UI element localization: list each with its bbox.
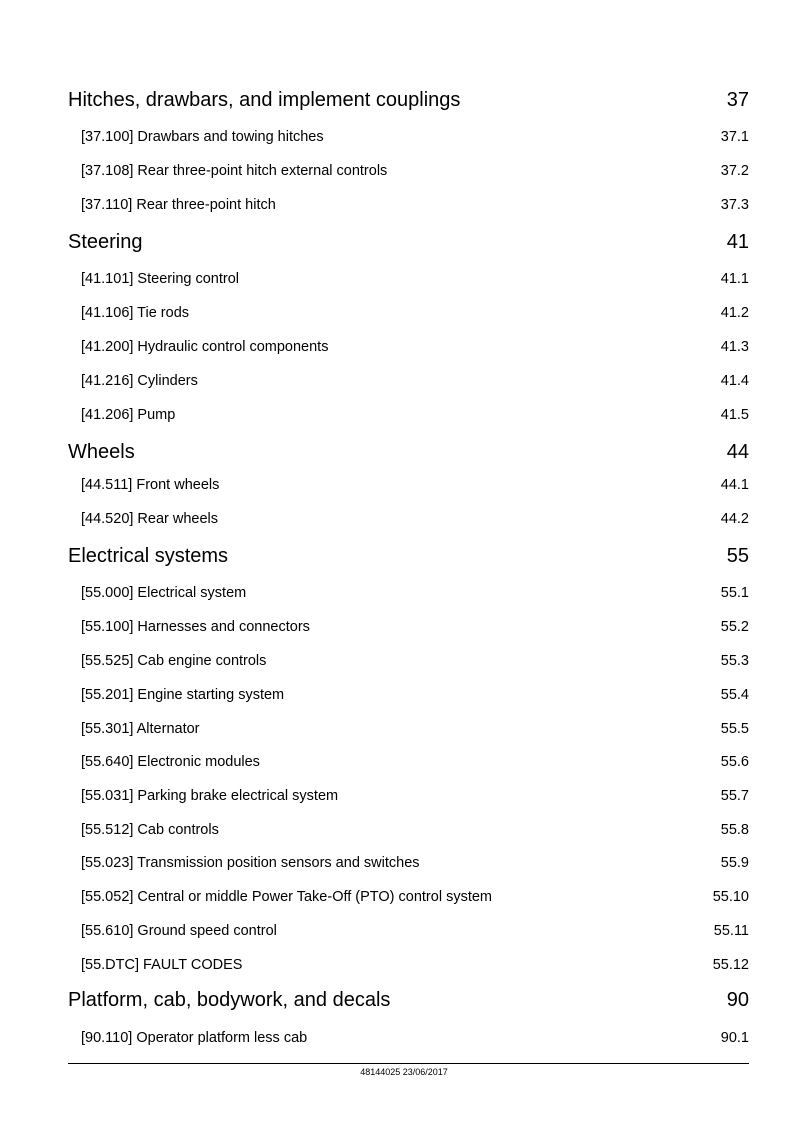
toc-entry[interactable] <box>81 305 749 321</box>
entry-title: [41.206] Pump <box>81 407 176 423</box>
toc-entry[interactable] <box>81 1030 749 1046</box>
entry-page-number: 41.2 <box>720 305 749 321</box>
toc-entry[interactable] <box>81 373 749 389</box>
entry-page-number: 44.1 <box>720 477 749 493</box>
entry-title: [41.216] Cylinders <box>81 373 198 389</box>
toc-section-electrical[interactable] <box>68 545 749 568</box>
entry-title: [55.525] Cab engine controls <box>81 653 267 669</box>
entry-title: [41.106] Tie rods <box>81 305 190 321</box>
entry-page-number: 55.6 <box>720 754 749 770</box>
toc-entry[interactable] <box>81 339 749 355</box>
toc-entry[interactable] <box>81 129 749 145</box>
section-page-number: 41 <box>726 231 749 253</box>
section-title: Platform, cab, bodywork, and decals <box>68 989 391 1011</box>
entry-title: [90.110] Operator platform less cab <box>81 1030 308 1046</box>
toc-entry[interactable] <box>81 271 749 287</box>
entry-title: [41.200] Hydraulic control components <box>81 339 329 355</box>
entry-page-number: 55.11 <box>713 923 749 939</box>
section-page-number: 90 <box>726 989 749 1011</box>
toc-section-platform[interactable] <box>68 989 749 1012</box>
entry-page-number: 41.3 <box>720 339 749 355</box>
toc-section-wheels[interactable] <box>68 441 749 464</box>
entry-page-number: 41.1 <box>720 271 749 287</box>
entry-page-number: 55.9 <box>720 855 749 871</box>
footer-rule <box>68 1063 749 1064</box>
toc-entry[interactable] <box>81 957 749 973</box>
entry-page-number: 55.3 <box>720 653 749 669</box>
entry-page-number: 55.2 <box>720 619 749 635</box>
entry-title: [55.201] Engine starting system <box>81 687 285 703</box>
entry-page-number: 37.1 <box>720 129 749 145</box>
entry-title: [55.DTC] FAULT CODES <box>81 957 243 973</box>
toc-entry[interactable] <box>81 197 749 213</box>
entry-title: [55.000] Electrical system <box>81 585 247 601</box>
entry-title: [37.100] Drawbars and towing hitches <box>81 129 324 145</box>
entry-title: [55.512] Cab controls <box>81 822 219 838</box>
entry-title: [55.610] Ground speed control <box>81 923 277 939</box>
entry-page-number: 37.3 <box>720 197 749 213</box>
toc-entry[interactable] <box>81 407 749 423</box>
entry-page-number: 55.10 <box>712 889 749 905</box>
toc-entry[interactable] <box>81 511 749 527</box>
footer-doc-reference: 48144025 23/06/2017 <box>360 1067 448 1077</box>
toc-section-hitches[interactable] <box>68 89 749 112</box>
toc-entry[interactable] <box>81 754 749 770</box>
section-title: Electrical systems <box>68 545 229 567</box>
toc-section-steering[interactable] <box>68 231 749 254</box>
toc-entry[interactable] <box>81 788 749 804</box>
entry-page-number: 41.4 <box>720 373 749 389</box>
toc-entry[interactable] <box>81 687 749 703</box>
entry-title: [55.031] Parking brake electrical system <box>81 788 339 804</box>
entry-title: [55.023] Transmission position sensors and switches <box>81 855 420 871</box>
toc-entry[interactable] <box>81 889 749 905</box>
entry-page-number: 41.5 <box>720 407 749 423</box>
toc-entry[interactable] <box>81 653 749 669</box>
entry-title: [37.110] Rear three-point hitch <box>81 197 276 213</box>
entry-title: [55.052] Central or middle Power Take-Off (PTO) control system <box>81 889 492 905</box>
entry-page-number: 55.1 <box>720 585 749 601</box>
entry-page-number: 55.4 <box>720 687 749 703</box>
entry-title: [44.520] Rear wheels <box>81 511 219 527</box>
entry-page-number: 55.12 <box>712 957 749 973</box>
entry-title: [44.511] Front wheels <box>81 477 220 493</box>
entry-title: [41.101] Steering control <box>81 271 239 287</box>
section-page-number: 37 <box>726 89 749 111</box>
toc-entry[interactable] <box>81 923 749 939</box>
entry-page-number: 37.2 <box>720 163 749 179</box>
section-page-number: 44 <box>726 441 749 463</box>
toc-entry[interactable] <box>81 855 749 871</box>
section-title: Wheels <box>68 441 135 463</box>
toc-entry[interactable] <box>81 477 749 493</box>
toc-entry[interactable] <box>81 585 749 601</box>
entry-page-number: 44.2 <box>720 511 749 527</box>
entry-title: [37.108] Rear three-point hitch external controls <box>81 163 388 179</box>
entry-page-number: 55.8 <box>720 822 749 838</box>
entry-title: [55.301] Alternator <box>81 721 200 737</box>
toc-entry[interactable] <box>81 163 749 179</box>
entry-page-number: 55.7 <box>720 788 749 804</box>
toc-entry[interactable] <box>81 721 749 737</box>
entry-page-number: 55.5 <box>720 721 749 737</box>
toc-entry[interactable] <box>81 822 749 838</box>
entry-title: [55.100] Harnesses and connectors <box>81 619 310 635</box>
section-title: Hitches, drawbars, and implement couplings <box>68 89 461 111</box>
entry-page-number: 90.1 <box>720 1030 749 1046</box>
section-page-number: 55 <box>726 545 749 567</box>
entry-title: [55.640] Electronic modules <box>81 754 260 770</box>
section-title: Steering <box>68 231 143 253</box>
toc-entry[interactable] <box>81 619 749 635</box>
